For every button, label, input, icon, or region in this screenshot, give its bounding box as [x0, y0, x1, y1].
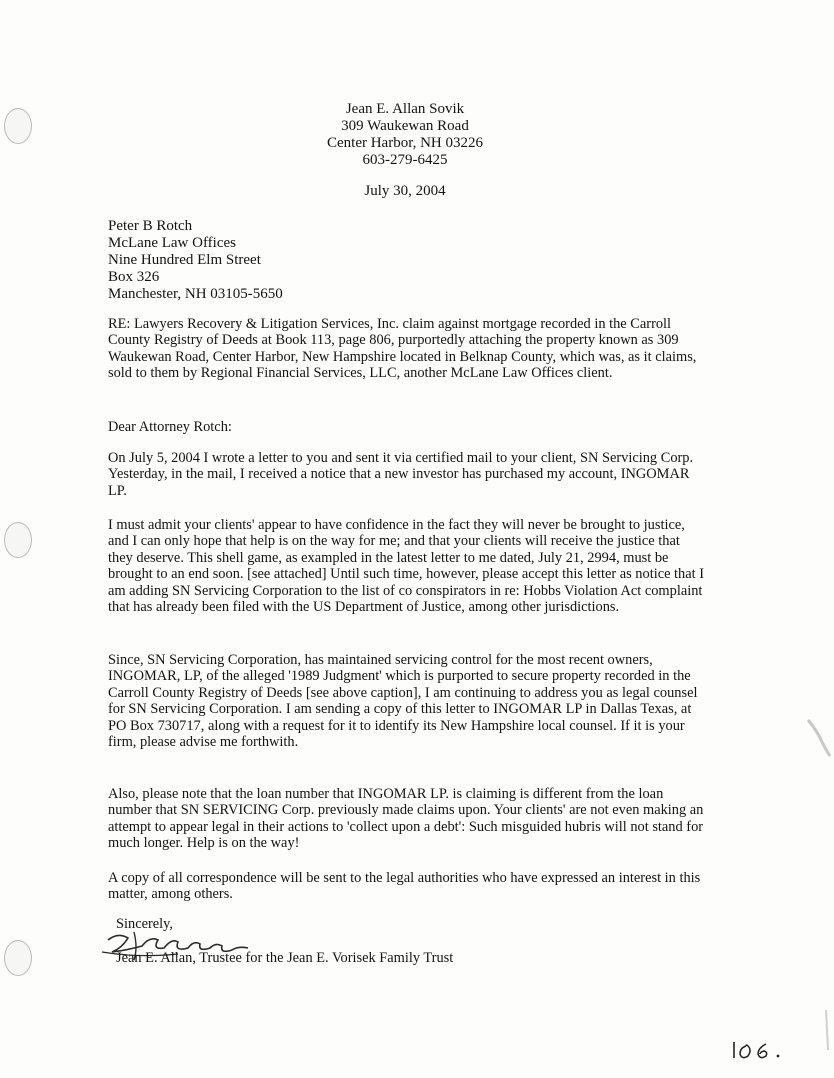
body-paragraph: Also, please note that the loan number that INGOMAR LP. is claiming is different from the loan number that SN SERVICING Corp. previously made claims upon. Your clients' are not even making an attempt to appear legal in their actions to 'collect upon a debt': Such misguided hubris will not stand for much longer. Help is on the way!: [108, 786, 704, 852]
signature-area: [108, 912, 548, 972]
body-paragraph: A copy of all correspondence will be sent to the legal authorities who have expressed an interest in this matter, among others.: [108, 870, 701, 903]
sender-phone: 603-279-6425: [362, 152, 448, 168]
body-paragraph: I must admit your clients' appear to have confidence in the fact they will never be brought to justice, and I can only hope that help is on the way for me; and that your clients will receive the justice that they deserve. This shell game, as exampled in the latest letter to me dated, July 21, 2994, must be brought to an end soon. [see attached] Until such time, however, please accept this letter as notice that I am adding SN Servicing Corporation to the list of co conspirators in re: Hobbs Violation Act complaint that has already been filed with the US Department of Justice, among other jurisdictions.: [108, 517, 705, 616]
scan-mark: [804, 1010, 832, 1050]
punch-hole-top: [4, 108, 32, 144]
punch-hole-middle: [4, 522, 32, 558]
sender-street: 309 Waukewan Road: [341, 118, 469, 134]
sender-block: [300, 101, 510, 169]
signer-line: Jean E. Allan, Trustee for the Jean E. Vorisek Family Trust: [116, 950, 454, 966]
body-paragraph: Since, SN Servicing Corporation, has maintained servicing control for the most recent owners, INGOMAR, LP, of the alleged '1989 Judgment' which is purported to secure property recorded in the Carroll County Registry of Deeds [see above caption], I am continuing to address you as legal counsel for SN Servicing Corporation. I am sending a copy of this letter to INGOMAR LP in Dallas Texas, at PO Box 730717, along with a request for it to identify its New Hampshire local counsel. If it is your firm, please advise me forthwith.: [108, 652, 698, 751]
letter-date: July 30, 2004: [364, 183, 446, 199]
punch-hole-bottom: [4, 940, 32, 976]
recipient-block: [108, 218, 283, 303]
closing: Sincerely,: [116, 916, 174, 932]
recipient-street: Nine Hundred Elm Street: [108, 252, 261, 268]
subject-line: RE: Lawyers Recovery & Litigation Services, Inc. claim against mortgage recorded in the Carroll County Registry of Deeds at Book 113, page 806, purportedly attaching the property known as 309 Waukewan Road, Center Harbor, New Hampshire located in Belknap County, which was, as it claims, sold to them by Regional Financial Services, LLC, another McLane Law Offices client.: [108, 316, 697, 382]
recipient-box: Box 326: [108, 269, 160, 285]
sender-city: Center Harbor, NH 03226: [326, 135, 484, 151]
sender-name: Jean E. Allan Sovik: [345, 101, 465, 117]
recipient-name: Peter B Rotch: [108, 218, 193, 234]
recipient-firm: McLane Law Offices: [108, 235, 236, 251]
handwritten-page-number: [730, 1036, 790, 1066]
body-paragraph: On July 5, 2004 I wrote a letter to you and sent it via certified mail to your client, SN Servicing Corp. Yesterday, in the mail, I received a notice that a new investor has purchased my account, INGOMAR LP.: [108, 450, 694, 499]
scan-mark: [804, 718, 832, 758]
recipient-city: Manchester, NH 03105-5650: [108, 286, 283, 302]
salutation: Dear Attorney Rotch:: [108, 419, 232, 435]
